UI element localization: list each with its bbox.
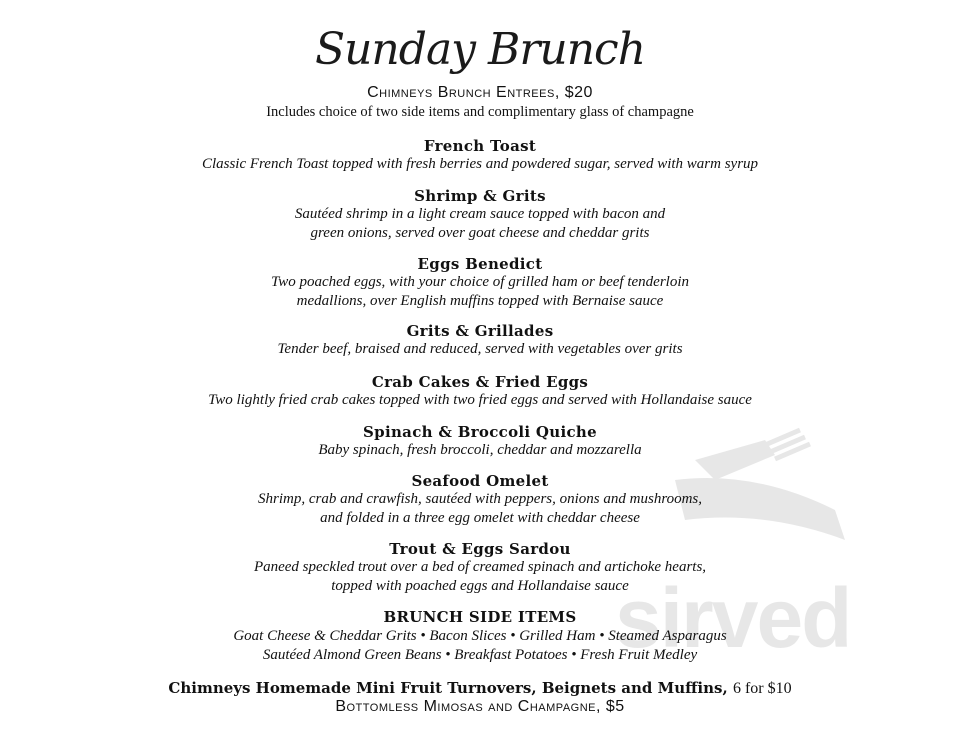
sides-line: Sautéed Almond Green Beans • Breakfast Potatoes • Fresh Fruit Medley [262, 647, 698, 663]
menu-title: Sunday Brunch [314, 24, 646, 75]
menu-item-description: Sautéed shrimp in a light cream sauce topped with bacon and [294, 206, 666, 222]
watermark-text: sirved [615, 571, 851, 665]
menu-item-name: Eggs Benedict [417, 255, 543, 273]
sides-heading: BRUNCH SIDE ITEMS [383, 608, 577, 626]
menu-item-description: Classic French Toast topped with fresh berries and powdered sugar, served with warm syrup [201, 156, 759, 172]
menu-item-name: Crab Cakes & Fried Eggs [371, 373, 589, 391]
menu-item-description: Two lightly fried crab cakes topped with two fried eggs and served with Hollandaise sauce [208, 392, 752, 408]
mimosas-line: Bottomless Mimosas and Champagne, $5 [335, 698, 625, 715]
menu-item-description: Tender beef, braised and reduced, served with vegetables over grits [277, 341, 683, 357]
menu-item-description: Paneed speckled trout over a bed of creamed spinach and artichoke hearts, [253, 559, 707, 575]
pastries-line [0, 678, 960, 699]
menu-item-name: Grits & Grillades [406, 322, 554, 340]
menu-item-name: Spinach & Broccoli Quiche [363, 423, 597, 441]
menu-subtitle: Chimneys Brunch Entrees, $20 [367, 84, 593, 101]
menu-item-description: green onions, served over goat cheese and cheddar grits [310, 225, 650, 241]
menu-includes-note: Includes choice of two side items and complimentary glass of champagne [266, 104, 694, 120]
menu-item-name: Trout & Eggs Sardou [389, 540, 571, 558]
menu-item-description: medallions, over English muffins topped with Bernaise sauce [296, 293, 664, 309]
menu-item-name: Seafood Omelet [411, 472, 549, 490]
menu-item-description: topped with poached eggs and Hollandaise sauce [331, 578, 629, 594]
pastries-text: Chimneys Homemade Mini Fruit Turnovers, Beignets and Muffins, [168, 679, 728, 697]
menu-item-description: Shrimp, crab and crawfish, sautéed with peppers, onions and mushrooms, [257, 491, 703, 507]
menu-item-description: Two poached eggs, with your choice of grilled ham or beef tenderloin [271, 274, 689, 290]
pastries-price: 6 for $10 [732, 680, 792, 697]
menu-item-name: Shrimp & Grits [414, 187, 546, 205]
sides-line: Goat Cheese & Cheddar Grits • Bacon Slices • Grilled Ham • Steamed Asparagus [233, 628, 727, 644]
menu-item-name: French Toast [423, 137, 537, 155]
menu-item-description: and folded in a three egg omelet with cheddar cheese [320, 510, 640, 526]
menu-item-description: Baby spinach, fresh broccoli, cheddar and mozzarella [318, 442, 642, 458]
